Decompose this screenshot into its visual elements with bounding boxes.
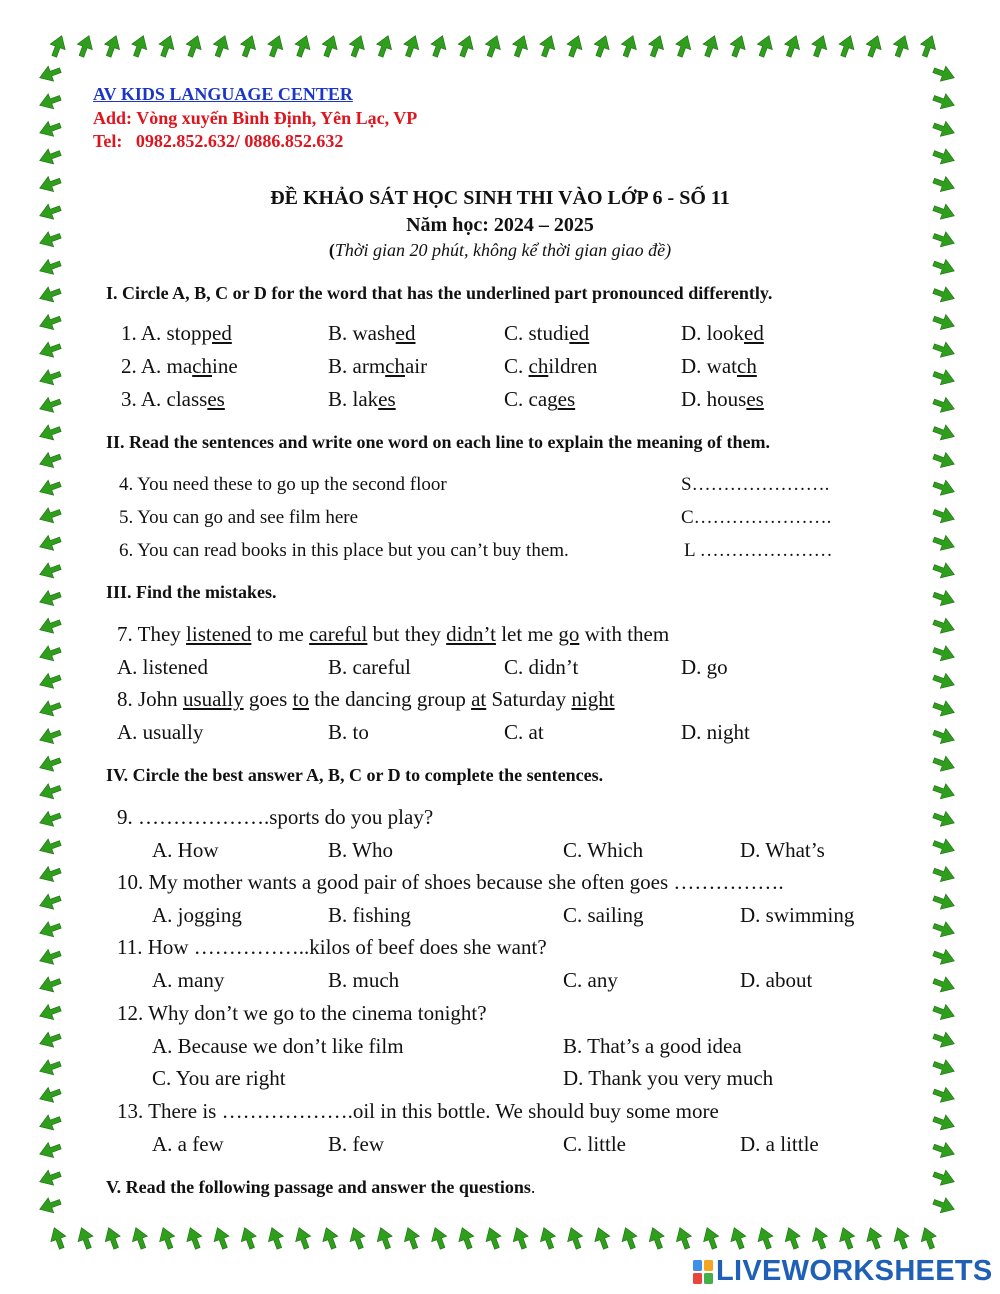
border-arrow xyxy=(37,1194,63,1217)
option-12b[interactable]: B. That’s a good idea xyxy=(563,1034,742,1058)
border-arrow xyxy=(890,1225,913,1251)
border-arrow xyxy=(37,1084,63,1107)
border-arrow xyxy=(37,1112,63,1135)
border-arrow xyxy=(400,1225,423,1251)
border-arrow xyxy=(37,974,63,997)
border-arrow xyxy=(931,863,957,886)
border-arrow xyxy=(931,394,957,417)
border-arrow xyxy=(931,1084,957,1107)
border-arrow xyxy=(931,642,957,665)
border-arrow xyxy=(836,33,859,59)
border-arrow xyxy=(37,118,63,141)
option-8c[interactable]: C. at xyxy=(504,720,544,744)
option-12c[interactable]: C. You are right xyxy=(152,1066,286,1090)
border-arrow xyxy=(931,615,957,638)
option-11d[interactable]: D. about xyxy=(740,968,813,992)
border-arrow xyxy=(931,1112,957,1135)
border-arrow xyxy=(37,63,63,86)
border-arrow xyxy=(37,1167,63,1190)
time-note-text: Thời gian 20 phút, không kể thời gian giao đề) xyxy=(334,240,672,260)
question-8-text: 8. John usually goes to the dancing group at Saturday night xyxy=(117,687,615,711)
option-3a[interactable]: 3. A. classes xyxy=(121,387,225,411)
question-9-text: 9. ……………….sports do you play? xyxy=(117,805,434,829)
border-arrow xyxy=(346,1225,369,1251)
border-arrow xyxy=(37,670,63,693)
question-5-text: 5. You can go and see film here xyxy=(119,507,359,528)
option-2c[interactable]: C. children xyxy=(504,354,598,378)
border-arrow xyxy=(292,33,315,59)
border-arrow xyxy=(37,449,63,472)
border-arrow xyxy=(672,1225,695,1251)
border-arrow xyxy=(37,560,63,583)
border-arrow xyxy=(618,33,641,59)
border-arrow xyxy=(37,808,63,831)
center-address: Add: Vòng xuyến Bình Định, Yên Lạc, VP xyxy=(93,108,418,128)
border-arrow xyxy=(37,339,63,362)
border-arrow xyxy=(37,615,63,638)
border-arrow xyxy=(931,1029,957,1052)
liveworksheets-logo-icon xyxy=(692,1259,714,1285)
option-8d[interactable]: D. night xyxy=(681,720,750,744)
border-arrow xyxy=(931,1139,957,1162)
question-7-text: 7. They listened to me careful but they didn’t let me go with them xyxy=(117,622,670,646)
border-arrow xyxy=(931,422,957,445)
option-2a[interactable]: 2. A. machine xyxy=(121,354,238,378)
question-10-text: 10. My mother wants a good pair of shoes because she often goes ……………. xyxy=(117,870,784,894)
logo-block-red xyxy=(693,1273,702,1284)
option-11b[interactable]: B. much xyxy=(328,968,400,992)
border-arrow xyxy=(101,33,124,59)
border-arrow xyxy=(536,1225,559,1251)
border-arrow xyxy=(47,1225,70,1251)
border-arrow xyxy=(74,1225,97,1251)
option-8a[interactable]: A. usually xyxy=(117,720,204,744)
border-arrow xyxy=(37,394,63,417)
border-arrow xyxy=(931,1056,957,1079)
border-arrow xyxy=(210,33,233,59)
option-3c[interactable]: C. cages xyxy=(504,387,576,411)
liveworksheets-logo-text: LIVEWORKSHEETS xyxy=(716,1255,993,1287)
section-4-heading: IV. Circle the best answer A, B, C or D to complete the sentences. xyxy=(106,765,604,785)
border-arrow xyxy=(428,33,451,59)
border-arrow xyxy=(727,33,750,59)
option-3d[interactable]: D. houses xyxy=(681,387,764,411)
border-arrow xyxy=(808,1225,831,1251)
border-arrow xyxy=(47,33,70,59)
border-arrow xyxy=(931,118,957,141)
option-10b[interactable]: B. fishing xyxy=(328,903,411,927)
option-2d[interactable]: D. watch xyxy=(681,354,757,378)
border-arrow xyxy=(37,146,63,169)
option-1d[interactable]: D. looked xyxy=(681,321,764,345)
option-10c[interactable]: C. sailing xyxy=(563,903,644,927)
section-5-heading-period: . xyxy=(530,1177,536,1197)
border-arrow xyxy=(863,33,886,59)
border-arrow xyxy=(37,753,63,776)
option-9c[interactable]: C. Which xyxy=(563,838,644,862)
question-12-text: 12. Why don’t we go to the cinema tonight? xyxy=(117,1001,487,1025)
border-arrow xyxy=(509,33,532,59)
border-arrow xyxy=(37,532,63,555)
question-6-text: 6. You can read books in this place but you can’t buy them. xyxy=(119,540,569,561)
option-1c[interactable]: C. studied xyxy=(504,321,590,345)
border-arrow xyxy=(37,698,63,721)
border-arrow xyxy=(37,311,63,334)
border-arrow xyxy=(931,311,957,334)
border-arrow xyxy=(754,1225,777,1251)
border-arrow xyxy=(156,1225,179,1251)
border-arrow xyxy=(917,1225,940,1251)
border-arrow xyxy=(319,33,342,59)
border-arrow xyxy=(931,560,957,583)
border-arrow xyxy=(931,339,957,362)
border-arrow xyxy=(37,366,63,389)
border-arrow xyxy=(890,33,913,59)
border-arrow xyxy=(37,504,63,527)
border-arrow xyxy=(536,33,559,59)
border-arrow xyxy=(931,698,957,721)
border-arrow xyxy=(37,836,63,859)
border-arrow xyxy=(931,946,957,969)
option-13c[interactable]: C. little xyxy=(563,1132,626,1156)
border-arrow xyxy=(37,918,63,941)
border-arrow xyxy=(128,33,151,59)
logo-block-orange xyxy=(704,1260,713,1271)
option-7a[interactable]: A. listened xyxy=(117,655,208,679)
border-arrow xyxy=(931,670,957,693)
center-name-link[interactable]: AV KIDS LANGUAGE CENTER xyxy=(93,84,353,104)
border-arrow xyxy=(373,33,396,59)
border-arrow xyxy=(455,33,478,59)
section-5-heading xyxy=(106,1177,535,1198)
border-arrow xyxy=(931,974,957,997)
border-arrow xyxy=(37,946,63,969)
border-arrow xyxy=(319,1225,342,1251)
border-arrow xyxy=(931,63,957,86)
liveworksheets-logo[interactable] xyxy=(692,1255,993,1288)
border-arrow xyxy=(264,33,287,59)
border-arrow xyxy=(128,1225,151,1251)
option-8b[interactable]: B. to xyxy=(328,720,369,744)
border-arrow xyxy=(808,33,831,59)
option-11a[interactable]: A. many xyxy=(152,968,225,992)
border-arrow xyxy=(37,284,63,307)
border-arrow xyxy=(931,1194,957,1217)
option-7b[interactable]: B. careful xyxy=(328,655,411,679)
border-arrow xyxy=(931,780,957,803)
border-arrow xyxy=(237,1225,260,1251)
border-arrow xyxy=(37,780,63,803)
border-arrow xyxy=(931,504,957,527)
border-arrow xyxy=(37,725,63,748)
border-arrow xyxy=(931,891,957,914)
time-note xyxy=(0,240,1000,261)
question-4-text: 4. You need these to go up the second floor xyxy=(119,474,447,495)
border-arrow xyxy=(931,725,957,748)
border-arrow xyxy=(931,146,957,169)
option-1a[interactable]: 1. A. stopped xyxy=(121,321,232,345)
border-arrow xyxy=(37,1056,63,1079)
border-arrow xyxy=(836,1225,859,1251)
border-arrow xyxy=(37,891,63,914)
border-arrow xyxy=(37,90,63,113)
border-arrow xyxy=(931,1167,957,1190)
border-arrow xyxy=(931,90,957,113)
logo-block-blue xyxy=(693,1260,702,1271)
border-arrow xyxy=(37,863,63,886)
school-year: Năm học: 2024 – 2025 xyxy=(406,214,594,236)
border-arrow xyxy=(74,33,97,59)
border-arrow xyxy=(700,1225,723,1251)
border-arrow xyxy=(931,836,957,859)
border-arrow xyxy=(37,1001,63,1024)
border-arrow xyxy=(346,33,369,59)
option-13a[interactable]: A. a few xyxy=(152,1132,224,1156)
border-arrow xyxy=(237,33,260,59)
option-13b[interactable]: B. few xyxy=(328,1132,384,1156)
border-arrow xyxy=(482,33,505,59)
border-arrow xyxy=(564,1225,587,1251)
border-arrow xyxy=(509,1225,532,1251)
option-9d[interactable]: D. What’s xyxy=(740,838,825,862)
border-arrow xyxy=(700,33,723,59)
answer-4-field[interactable]: S…………………. xyxy=(681,474,830,495)
option-2b[interactable]: B. armchair xyxy=(328,354,428,378)
border-arrow xyxy=(727,1225,750,1251)
border-arrow xyxy=(183,33,206,59)
border-arrow xyxy=(482,1225,505,1251)
border-arrow xyxy=(156,33,179,59)
border-arrow xyxy=(37,1029,63,1052)
answer-5-field[interactable]: C…………………. xyxy=(681,507,832,528)
option-3b[interactable]: B. lakes xyxy=(328,387,396,411)
border-arrow xyxy=(931,918,957,941)
border-arrow xyxy=(264,1225,287,1251)
border-arrow xyxy=(618,1225,641,1251)
border-arrow xyxy=(37,477,63,500)
question-13-text: 13. There is ……………….oil in this bottle. We should buy some more xyxy=(117,1099,719,1123)
border-arrow xyxy=(292,1225,315,1251)
border-arrow xyxy=(37,422,63,445)
border-arrow xyxy=(645,33,668,59)
border-arrow xyxy=(931,532,957,555)
option-12a[interactable]: A. Because we don’t like film xyxy=(152,1034,404,1058)
border-arrow xyxy=(37,587,63,610)
border-arrow xyxy=(672,33,695,59)
border-arrow xyxy=(564,33,587,59)
option-10a[interactable]: A. jogging xyxy=(152,903,242,927)
border-arrow xyxy=(931,1001,957,1024)
border-arrow xyxy=(781,33,804,59)
border-arrow xyxy=(863,1225,886,1251)
option-7d[interactable]: D. go xyxy=(681,655,728,679)
option-13d[interactable]: D. a little xyxy=(740,1132,819,1156)
border-arrow xyxy=(917,33,940,59)
border-arrow xyxy=(591,33,614,59)
border-arrow xyxy=(37,1139,63,1162)
option-10d[interactable]: D. swimming xyxy=(740,903,855,927)
border-arrow xyxy=(931,477,957,500)
border-arrow xyxy=(931,587,957,610)
question-11-text: 11. How ……………..kilos of beef does she want? xyxy=(117,935,547,959)
border-arrow xyxy=(400,33,423,59)
option-11c[interactable]: C. any xyxy=(563,968,618,992)
border-arrow xyxy=(183,1225,206,1251)
section-2-heading: II. Read the sentences and write one word on each line to explain the meaning of them. xyxy=(106,432,770,452)
option-9a[interactable]: A. How xyxy=(152,838,219,862)
option-12d[interactable]: D. Thank you very much xyxy=(563,1066,774,1090)
answer-6-field[interactable]: L ………………… xyxy=(684,540,833,561)
border-arrow xyxy=(37,642,63,665)
option-7c[interactable]: C. didn’t xyxy=(504,655,579,679)
border-arrow xyxy=(210,1225,233,1251)
option-9b[interactable]: B. Who xyxy=(328,838,393,862)
logo-block-green xyxy=(704,1273,713,1284)
border-arrow xyxy=(781,1225,804,1251)
border-arrow xyxy=(931,284,957,307)
border-arrow xyxy=(931,366,957,389)
section-1-heading: I. Circle A, B, C or D for the word that has the underlined part pronounced differently. xyxy=(106,283,773,303)
border-arrow xyxy=(591,1225,614,1251)
border-arrow xyxy=(373,1225,396,1251)
option-1b[interactable]: B. washed xyxy=(328,321,416,345)
border-arrow xyxy=(428,1225,451,1251)
border-arrow xyxy=(455,1225,478,1251)
border-arrow xyxy=(931,808,957,831)
section-5-heading-text: V. Read the following passage and answer the questions xyxy=(106,1177,531,1197)
page-title: ĐỀ KHẢO SÁT HỌC SINH THI VÀO LỚP 6 - SỐ 11 xyxy=(270,187,730,209)
border-arrow xyxy=(645,1225,668,1251)
time-note-paren: ( xyxy=(328,240,335,260)
section-3-heading: III. Find the mistakes. xyxy=(106,582,277,602)
border-arrow xyxy=(931,753,957,776)
border-arrow xyxy=(101,1225,124,1251)
center-phone: Tel: 0982.852.632/ 0886.852.632 xyxy=(93,131,344,151)
border-arrow xyxy=(754,33,777,59)
border-arrow xyxy=(931,449,957,472)
